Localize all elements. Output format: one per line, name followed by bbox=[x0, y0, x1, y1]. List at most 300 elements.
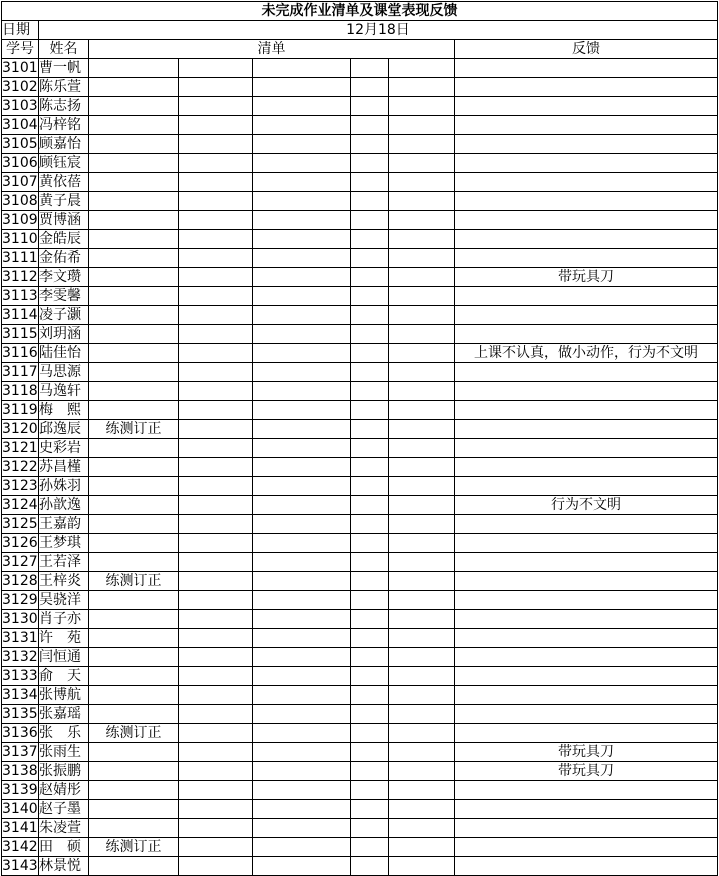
task-blank-cell bbox=[351, 306, 389, 325]
task-blank-cell bbox=[351, 439, 389, 458]
task-blank-cell bbox=[389, 211, 455, 230]
feedback-cell bbox=[455, 287, 718, 306]
student-name-cell: 史彩岩 bbox=[39, 439, 89, 458]
table-row bbox=[2, 705, 718, 724]
task-blank-cell bbox=[253, 591, 351, 610]
task-blank-cell bbox=[179, 705, 253, 724]
task-cell bbox=[89, 819, 179, 838]
task-blank-cell bbox=[179, 344, 253, 363]
student-name-cell: 田 硕 bbox=[39, 838, 89, 857]
header-feedback: 反馈 bbox=[455, 40, 718, 59]
student-name-cell: 黄依蓓 bbox=[39, 173, 89, 192]
task-blank-cell bbox=[253, 800, 351, 819]
table-row bbox=[2, 439, 718, 458]
task-blank-cell bbox=[253, 211, 351, 230]
task-blank-cell bbox=[351, 648, 389, 667]
task-blank-cell bbox=[179, 268, 253, 287]
task-blank-cell bbox=[253, 857, 351, 876]
student-id-cell: 3121 bbox=[2, 439, 38, 456]
task-cell bbox=[89, 97, 179, 116]
task-cell bbox=[89, 800, 179, 819]
student-id-cell: 3111 bbox=[2, 249, 38, 266]
task-cell: 练测订正 bbox=[89, 838, 179, 857]
task-blank-cell bbox=[351, 116, 389, 135]
student-name-cell: 赵婧彤 bbox=[39, 781, 89, 800]
task-blank-cell bbox=[253, 154, 351, 173]
task-blank-cell bbox=[351, 686, 389, 705]
task-blank-cell bbox=[179, 306, 253, 325]
task-cell bbox=[89, 401, 179, 420]
task-blank-cell bbox=[179, 781, 253, 800]
task-blank-cell bbox=[253, 59, 351, 78]
task-blank-cell bbox=[389, 458, 455, 477]
feedback-cell bbox=[455, 78, 718, 97]
feedback-cell bbox=[455, 211, 718, 230]
task-blank-cell bbox=[179, 249, 253, 268]
header-task-list: 清单 bbox=[89, 40, 455, 59]
task-blank-cell bbox=[179, 515, 253, 534]
task-blank-cell bbox=[389, 743, 455, 762]
task-blank-cell bbox=[351, 230, 389, 249]
task-blank-cell bbox=[179, 610, 253, 629]
task-cell bbox=[89, 458, 179, 477]
task-cell bbox=[89, 287, 179, 306]
task-blank-cell bbox=[179, 97, 253, 116]
student-name-cell: 顾嘉怡 bbox=[39, 135, 89, 154]
student-id-cell: 3129 bbox=[2, 591, 38, 608]
task-blank-cell bbox=[389, 97, 455, 116]
task-blank-cell bbox=[351, 78, 389, 97]
task-blank-cell bbox=[389, 154, 455, 173]
task-cell bbox=[89, 648, 179, 667]
student-id-cell: 3140 bbox=[2, 800, 38, 817]
task-blank-cell bbox=[179, 534, 253, 553]
task-cell bbox=[89, 325, 179, 344]
task-cell bbox=[89, 762, 179, 781]
task-cell bbox=[89, 268, 179, 287]
task-blank-cell bbox=[179, 230, 253, 249]
table-row bbox=[2, 800, 718, 819]
task-blank-cell bbox=[253, 135, 351, 154]
student-name-cell: 王嘉韵 bbox=[39, 515, 89, 534]
table-row bbox=[2, 135, 718, 154]
task-blank-cell bbox=[253, 192, 351, 211]
student-name-cell: 顾钰宸 bbox=[39, 154, 89, 173]
student-id-cell: 3101 bbox=[2, 59, 38, 76]
task-cell bbox=[89, 781, 179, 800]
student-name-cell: 黄子晨 bbox=[39, 192, 89, 211]
student-id-cell: 3136 bbox=[2, 724, 38, 741]
task-blank-cell bbox=[179, 458, 253, 477]
student-name-cell: 张振鹏 bbox=[39, 762, 89, 781]
task-blank-cell bbox=[179, 819, 253, 838]
table-row bbox=[2, 496, 718, 515]
task-blank-cell bbox=[351, 781, 389, 800]
task-blank-cell bbox=[253, 116, 351, 135]
task-blank-cell bbox=[253, 458, 351, 477]
task-blank-cell bbox=[253, 743, 351, 762]
table-row bbox=[2, 116, 718, 135]
task-blank-cell bbox=[253, 97, 351, 116]
student-name-cell: 吴骁洋 bbox=[39, 591, 89, 610]
task-blank-cell bbox=[253, 78, 351, 97]
student-id-cell: 3143 bbox=[2, 857, 38, 874]
task-cell bbox=[89, 705, 179, 724]
task-blank-cell bbox=[179, 59, 253, 78]
feedback-cell bbox=[455, 705, 718, 724]
table-row bbox=[2, 192, 718, 211]
task-blank-cell bbox=[389, 781, 455, 800]
student-name-cell: 贾博涵 bbox=[39, 211, 89, 230]
feedback-cell bbox=[455, 306, 718, 325]
feedback-cell bbox=[455, 192, 718, 211]
task-blank-cell bbox=[179, 211, 253, 230]
task-blank-cell bbox=[179, 496, 253, 515]
task-blank-cell bbox=[389, 762, 455, 781]
task-blank-cell bbox=[351, 325, 389, 344]
student-name-cell: 张 乐 bbox=[39, 724, 89, 743]
task-cell bbox=[89, 363, 179, 382]
table-row bbox=[2, 743, 718, 762]
feedback-cell: 带玩具刀 bbox=[455, 762, 718, 781]
task-blank-cell bbox=[389, 401, 455, 420]
task-blank-cell bbox=[351, 382, 389, 401]
task-blank-cell bbox=[179, 78, 253, 97]
task-blank-cell bbox=[351, 192, 389, 211]
table-row bbox=[2, 458, 718, 477]
student-name-cell: 张雨生 bbox=[39, 743, 89, 762]
task-blank-cell bbox=[351, 401, 389, 420]
student-id-cell: 3124 bbox=[2, 496, 38, 513]
task-blank-cell bbox=[179, 857, 253, 876]
task-blank-cell bbox=[389, 667, 455, 686]
task-cell bbox=[89, 78, 179, 97]
table-row bbox=[2, 781, 718, 800]
task-blank-cell bbox=[253, 705, 351, 724]
table-row bbox=[2, 59, 718, 78]
feedback-cell bbox=[455, 458, 718, 477]
task-blank-cell bbox=[253, 439, 351, 458]
task-blank-cell bbox=[389, 724, 455, 743]
feedback-cell bbox=[455, 534, 718, 553]
header-student-id: 学号 bbox=[2, 40, 39, 59]
table-row bbox=[2, 591, 718, 610]
student-id-cell: 3130 bbox=[2, 610, 38, 627]
table-row bbox=[2, 610, 718, 629]
student-id-cell: 3141 bbox=[2, 819, 38, 836]
student-id-cell: 3113 bbox=[2, 287, 38, 304]
task-blank-cell bbox=[351, 553, 389, 572]
student-id-cell: 3123 bbox=[2, 477, 38, 494]
task-blank-cell bbox=[389, 192, 455, 211]
feedback-cell bbox=[455, 724, 718, 743]
student-id-cell: 3109 bbox=[2, 211, 38, 228]
task-blank-cell bbox=[351, 534, 389, 553]
table-row bbox=[2, 268, 718, 287]
task-cell bbox=[89, 857, 179, 876]
task-blank-cell bbox=[179, 572, 253, 591]
task-blank-cell bbox=[389, 629, 455, 648]
student-id-cell: 3131 bbox=[2, 629, 38, 646]
task-blank-cell bbox=[351, 420, 389, 439]
task-blank-cell bbox=[351, 610, 389, 629]
task-blank-cell bbox=[351, 496, 389, 515]
homework-feedback-table bbox=[1, 1, 718, 876]
feedback-cell bbox=[455, 230, 718, 249]
student-name-cell: 梅 熙 bbox=[39, 401, 89, 420]
table-row bbox=[2, 78, 718, 97]
task-cell bbox=[89, 591, 179, 610]
table-row bbox=[2, 724, 718, 743]
task-blank-cell bbox=[389, 135, 455, 154]
task-blank-cell bbox=[179, 439, 253, 458]
task-blank-cell bbox=[253, 572, 351, 591]
student-name-cell: 许 苑 bbox=[39, 629, 89, 648]
task-blank-cell bbox=[351, 458, 389, 477]
student-name-cell: 孙姝羽 bbox=[39, 477, 89, 496]
feedback-cell bbox=[455, 515, 718, 534]
student-name-cell: 俞 天 bbox=[39, 667, 89, 686]
task-blank-cell bbox=[253, 534, 351, 553]
task-cell: 练测订正 bbox=[89, 724, 179, 743]
student-id-cell: 3118 bbox=[2, 382, 38, 399]
task-blank-cell bbox=[179, 553, 253, 572]
feedback-cell bbox=[455, 857, 718, 876]
feedback-cell bbox=[455, 173, 718, 192]
task-blank-cell bbox=[389, 838, 455, 857]
student-name-cell: 王梓炎 bbox=[39, 572, 89, 591]
task-blank-cell bbox=[179, 724, 253, 743]
feedback-cell bbox=[455, 667, 718, 686]
task-blank-cell bbox=[389, 610, 455, 629]
table-row bbox=[2, 382, 718, 401]
table-row bbox=[2, 686, 718, 705]
task-blank-cell bbox=[351, 762, 389, 781]
table-row bbox=[2, 762, 718, 781]
task-blank-cell bbox=[389, 686, 455, 705]
feedback-cell bbox=[455, 401, 718, 420]
table-row bbox=[2, 154, 718, 173]
student-id-cell: 3119 bbox=[2, 401, 38, 418]
task-blank-cell bbox=[351, 515, 389, 534]
student-id-cell: 3107 bbox=[2, 173, 38, 190]
task-cell: 练测订正 bbox=[89, 420, 179, 439]
student-name-cell: 闫恒通 bbox=[39, 648, 89, 667]
task-cell bbox=[89, 59, 179, 78]
task-cell bbox=[89, 629, 179, 648]
student-id-cell: 3126 bbox=[2, 534, 38, 551]
task-blank-cell bbox=[351, 743, 389, 762]
task-blank-cell bbox=[179, 116, 253, 135]
student-id-cell: 3104 bbox=[2, 116, 38, 133]
feedback-cell: 带玩具刀 bbox=[455, 268, 718, 287]
task-blank-cell bbox=[351, 173, 389, 192]
table-row bbox=[2, 553, 718, 572]
task-blank-cell bbox=[179, 135, 253, 154]
feedback-cell bbox=[455, 439, 718, 458]
task-cell bbox=[89, 135, 179, 154]
task-blank-cell bbox=[253, 268, 351, 287]
student-id-cell: 3120 bbox=[2, 420, 38, 437]
task-blank-cell bbox=[179, 800, 253, 819]
student-name-cell: 王梦琪 bbox=[39, 534, 89, 553]
task-blank-cell bbox=[351, 857, 389, 876]
task-blank-cell bbox=[389, 249, 455, 268]
student-name-cell: 张博航 bbox=[39, 686, 89, 705]
student-name-cell: 李文瓒 bbox=[39, 268, 89, 287]
task-blank-cell bbox=[389, 268, 455, 287]
student-id-cell: 3134 bbox=[2, 686, 38, 703]
task-blank-cell bbox=[253, 249, 351, 268]
task-blank-cell bbox=[253, 230, 351, 249]
feedback-cell: 上课不认真，做小动作，行为不文明 bbox=[455, 344, 718, 363]
task-cell bbox=[89, 344, 179, 363]
task-cell bbox=[89, 249, 179, 268]
task-cell bbox=[89, 116, 179, 135]
date-label: 日期 bbox=[2, 21, 39, 40]
task-blank-cell bbox=[389, 287, 455, 306]
table-row bbox=[2, 344, 718, 363]
table-row bbox=[2, 249, 718, 268]
task-blank-cell bbox=[179, 838, 253, 857]
student-name-cell: 赵子墨 bbox=[39, 800, 89, 819]
task-blank-cell bbox=[389, 534, 455, 553]
task-blank-cell bbox=[389, 325, 455, 344]
student-id-cell: 3132 bbox=[2, 648, 38, 665]
task-cell bbox=[89, 667, 179, 686]
table-row bbox=[2, 306, 718, 325]
table-row bbox=[2, 819, 718, 838]
table-row bbox=[2, 287, 718, 306]
table-row bbox=[2, 515, 718, 534]
task-blank-cell bbox=[351, 268, 389, 287]
table-row bbox=[2, 838, 718, 857]
table-row bbox=[2, 420, 718, 439]
task-blank-cell bbox=[351, 154, 389, 173]
student-id-cell: 3116 bbox=[2, 344, 38, 361]
task-cell bbox=[89, 477, 179, 496]
task-blank-cell bbox=[351, 629, 389, 648]
task-cell bbox=[89, 610, 179, 629]
student-id-cell: 3117 bbox=[2, 363, 38, 380]
table-row bbox=[2, 857, 718, 876]
student-id-cell: 3139 bbox=[2, 781, 38, 798]
student-id-cell: 3108 bbox=[2, 192, 38, 209]
student-id-cell: 3122 bbox=[2, 458, 38, 475]
student-name-cell: 冯梓铭 bbox=[39, 116, 89, 135]
table-row bbox=[2, 363, 718, 382]
header-student-name: 姓名 bbox=[39, 40, 89, 59]
task-cell bbox=[89, 553, 179, 572]
task-blank-cell bbox=[389, 800, 455, 819]
student-name-cell: 陈乐萱 bbox=[39, 78, 89, 97]
task-blank-cell bbox=[389, 648, 455, 667]
date-value: 12月18日 bbox=[39, 21, 718, 40]
task-blank-cell bbox=[351, 249, 389, 268]
task-blank-cell bbox=[179, 192, 253, 211]
task-blank-cell bbox=[351, 572, 389, 591]
feedback-cell bbox=[455, 553, 718, 572]
task-cell bbox=[89, 211, 179, 230]
task-blank-cell bbox=[351, 705, 389, 724]
task-blank-cell bbox=[253, 496, 351, 515]
student-id-cell: 3103 bbox=[2, 97, 38, 114]
feedback-cell bbox=[455, 135, 718, 154]
task-blank-cell bbox=[351, 211, 389, 230]
table-row bbox=[2, 97, 718, 116]
task-blank-cell bbox=[351, 591, 389, 610]
table-row bbox=[2, 173, 718, 192]
student-name-cell: 陈志扬 bbox=[39, 97, 89, 116]
task-blank-cell bbox=[389, 857, 455, 876]
task-blank-cell bbox=[253, 762, 351, 781]
task-blank-cell bbox=[253, 781, 351, 800]
task-blank-cell bbox=[253, 325, 351, 344]
task-blank-cell bbox=[179, 325, 253, 344]
feedback-cell: 行为不文明 bbox=[455, 496, 718, 515]
table-row bbox=[2, 477, 718, 496]
sheet-title: 未完成作业清单及课堂表现反馈 bbox=[2, 2, 718, 21]
task-blank-cell bbox=[179, 401, 253, 420]
table-row bbox=[2, 572, 718, 591]
task-blank-cell bbox=[253, 477, 351, 496]
task-blank-cell bbox=[179, 743, 253, 762]
feedback-cell bbox=[455, 420, 718, 439]
task-cell bbox=[89, 192, 179, 211]
task-cell bbox=[89, 306, 179, 325]
student-name-cell: 朱凌萱 bbox=[39, 819, 89, 838]
feedback-cell bbox=[455, 154, 718, 173]
student-name-cell: 金皓辰 bbox=[39, 230, 89, 249]
task-blank-cell bbox=[253, 667, 351, 686]
student-id-cell: 3110 bbox=[2, 230, 38, 247]
student-id-cell: 3106 bbox=[2, 154, 38, 171]
table-row bbox=[2, 629, 718, 648]
task-blank-cell bbox=[179, 477, 253, 496]
feedback-cell bbox=[455, 838, 718, 857]
task-blank-cell bbox=[179, 363, 253, 382]
task-blank-cell bbox=[351, 287, 389, 306]
task-blank-cell bbox=[253, 401, 351, 420]
feedback-cell bbox=[455, 116, 718, 135]
task-blank-cell bbox=[351, 344, 389, 363]
task-blank-cell bbox=[389, 496, 455, 515]
student-name-cell: 肖子亦 bbox=[39, 610, 89, 629]
header-row bbox=[2, 40, 718, 59]
task-blank-cell bbox=[389, 572, 455, 591]
task-blank-cell bbox=[179, 420, 253, 439]
task-blank-cell bbox=[253, 382, 351, 401]
task-blank-cell bbox=[179, 762, 253, 781]
table-row bbox=[2, 667, 718, 686]
student-name-cell: 孙歆逸 bbox=[39, 496, 89, 515]
feedback-cell bbox=[455, 648, 718, 667]
task-blank-cell bbox=[253, 287, 351, 306]
table-row bbox=[2, 211, 718, 230]
task-blank-cell bbox=[389, 173, 455, 192]
task-blank-cell bbox=[389, 553, 455, 572]
task-blank-cell bbox=[253, 629, 351, 648]
task-blank-cell bbox=[253, 420, 351, 439]
task-cell bbox=[89, 439, 179, 458]
task-blank-cell bbox=[179, 667, 253, 686]
table-row bbox=[2, 230, 718, 249]
task-blank-cell bbox=[351, 477, 389, 496]
student-id-cell: 3127 bbox=[2, 553, 38, 570]
task-blank-cell bbox=[179, 591, 253, 610]
student-name-cell: 刘玥涵 bbox=[39, 325, 89, 344]
student-id-cell: 3105 bbox=[2, 135, 38, 152]
